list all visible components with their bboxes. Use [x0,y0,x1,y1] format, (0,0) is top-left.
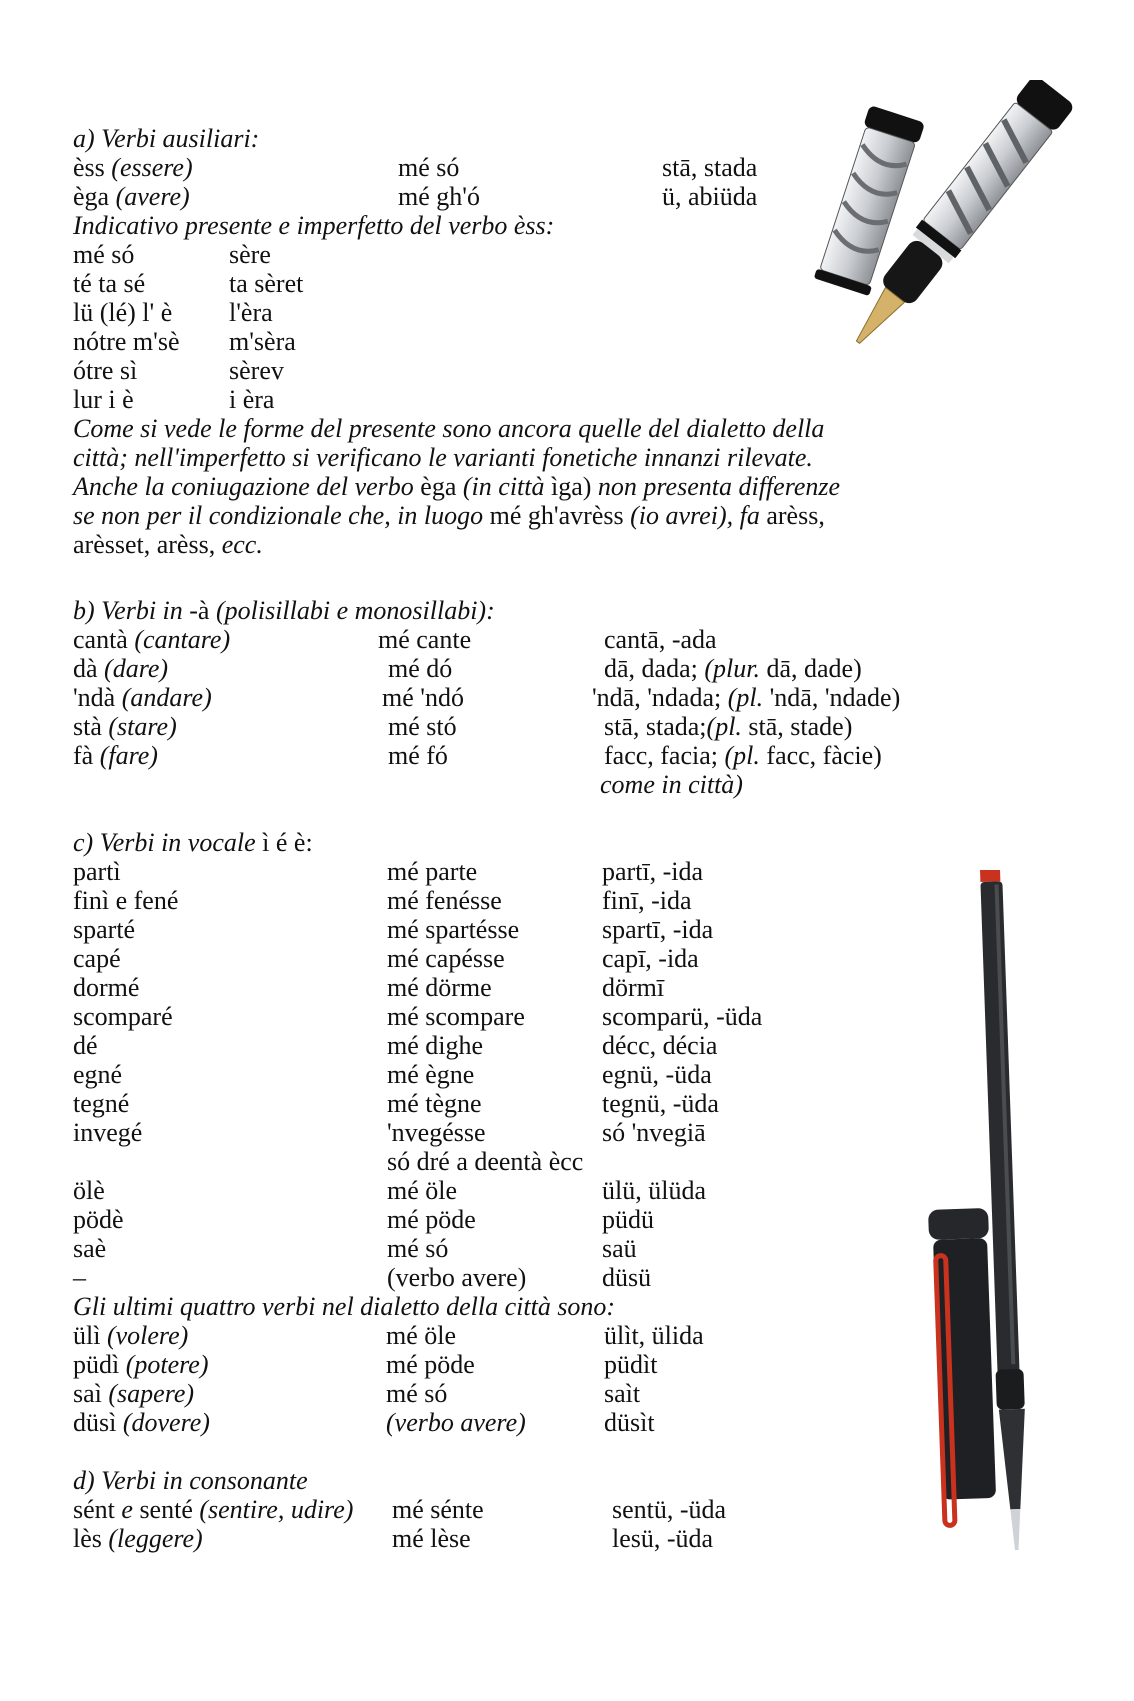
table-cell: (verbo avere) [386,1408,526,1437]
table-cell: – [73,1263,86,1292]
table-cell: mé 'ndó [382,683,464,712]
table-cell: partì [73,857,121,886]
note-line: Anche la coniugazione del verbo èga (in città ìga) non presenta differenze [73,472,841,501]
table-cell: ülì (volere) [73,1321,189,1350]
table-cell: mé öle [387,1176,458,1205]
table-cell: stā, stada [662,153,758,182]
table-cell: mé sénte [392,1495,484,1524]
table-cell: mé pöde [386,1350,475,1379]
table-cell: mé spartésse [387,915,520,944]
table-cell: invegé [73,1118,143,1147]
table-cell: cantā, -ada [604,625,717,654]
section-b-tail: come in città) [600,770,743,799]
table-cell: mé dó [388,654,453,683]
conj-imperfect: sère [229,240,271,269]
table-cell: mé pöde [387,1205,476,1234]
table-cell: capé [73,944,121,973]
conj-present: té ta sé [73,269,146,298]
black-fountain-pen-icon [900,870,1100,1550]
table-cell: lesü, -üda [612,1524,714,1553]
table-cell: sentü, -üda [612,1495,727,1524]
table-cell: capī, -ida [602,944,699,973]
table-cell: tegnü, -üda [602,1089,719,1118]
table-cell: lès (leggere) [73,1524,203,1553]
table-cell: 'ndā, 'ndada; (pl. 'ndā, 'ndade) [592,683,901,712]
table-cell: só dré a deentà ècc [387,1147,584,1176]
table-cell: dörmī [602,973,665,1002]
conj-present: lü (lé) l' è [73,298,173,327]
table-cell: mé öle [386,1321,457,1350]
table-cell: décc, décia [602,1031,718,1060]
conj-present: lur i è [73,385,134,414]
table-cell: cantà (cantare) [73,625,231,654]
section-a-subheading: Indicativo presente e imperfetto del verbo èss: [73,211,555,240]
table-cell: spartī, -ida [602,915,714,944]
table-cell: dā, dada; (plur. dā, dade) [604,654,862,683]
table-cell: scomparü, -üda [602,1002,763,1031]
table-cell: só 'nvegiā [602,1118,706,1147]
section-d-heading: d) Verbi in consonante [73,1466,308,1495]
table-cell: mé dörme [387,973,492,1002]
table-cell: sparté [73,915,136,944]
table-cell: sént e senté (sentire, udire) [73,1495,354,1524]
section-b-heading: b) Verbi in -à (polisillabi e monosillabi): [73,596,495,625]
table-cell: mé parte [387,857,478,886]
table-cell: èga (avere) [73,182,190,211]
table-cell: mé só [398,153,460,182]
table-cell: stā, stada;(pl. stā, stade) [604,712,853,741]
table-cell: mé cante [378,625,472,654]
table-cell: saìt [604,1379,641,1408]
table-cell: 'ndà (andare) [73,683,212,712]
table-cell: egnü, -üda [602,1060,712,1089]
conj-present: mé só [73,240,135,269]
table-cell: finī, -ida [602,886,692,915]
table-cell: mé só [387,1234,449,1263]
conj-imperfect: i èra [229,385,275,414]
table-cell: mé dighe [387,1031,484,1060]
silver-fountain-pen-icon [810,80,1110,400]
table-cell: püdìt [604,1350,658,1379]
conj-imperfect: l'èra [229,298,273,327]
conj-imperfect: ta sèret [229,269,304,298]
table-cell: dé [73,1031,98,1060]
conj-present: nótre m'sè [73,327,180,356]
note-line: Come si vede le forme del presente sono ancora quelle del dialetto della [73,414,825,443]
table-cell: fà (fare) [73,741,158,770]
table-cell: mé lèse [392,1524,471,1553]
note-line: città; nell'imperfetto si verificano le varianti fonetiche innanzi rilevate. [73,443,813,472]
table-cell: püdì (potere) [73,1350,209,1379]
table-cell: mé fenésse [387,886,502,915]
note-line: arèsset, arèss, ecc. [73,530,263,559]
conj-present: ótre sì [73,356,138,385]
table-cell: mé ègne [387,1060,475,1089]
table-cell: stà (stare) [73,712,177,741]
section-a-heading: a) Verbi ausiliari: [73,124,260,153]
table-cell: egné [73,1060,123,1089]
table-cell: dormé [73,973,140,1002]
table-cell: mé fó [388,741,448,770]
table-cell: ölè [73,1176,105,1205]
table-cell: mé capésse [387,944,505,973]
table-cell: 'nvegésse [387,1118,486,1147]
table-cell: püdü [602,1205,654,1234]
table-cell: finì e fené [73,886,179,915]
table-cell: èss (essere) [73,153,193,182]
table-cell: mé scompare [387,1002,525,1031]
table-cell: mé tègne [387,1089,482,1118]
table-cell: mé gh'ó [398,182,480,211]
table-cell: partī, -ida [602,857,704,886]
section-c-subheading: Gli ultimi quattro verbi nel dialetto della città sono: [73,1292,616,1321]
table-cell: dà (dare) [73,654,169,683]
conj-imperfect: m'sèra [229,327,296,356]
table-cell: ülìt, ülida [604,1321,704,1350]
table-cell: pödè [73,1205,124,1234]
conj-imperfect: sèrev [229,356,284,385]
table-cell: düsü [602,1263,652,1292]
table-cell: saü [602,1234,637,1263]
table-cell: mé só [386,1379,448,1408]
table-cell: tegné [73,1089,130,1118]
table-cell: düsì (dovere) [73,1408,210,1437]
note-line: se non per il condizionale che, in luogo mé gh'avrèss (io avrei), fa arèss, [73,501,825,530]
table-cell: saì (sapere) [73,1379,195,1408]
table-cell: ülü, ülüda [602,1176,706,1205]
table-cell: mé stó [388,712,457,741]
table-cell: facc, facia; (pl. facc, fàcie) [604,741,882,770]
table-cell: (verbo avere) [387,1263,527,1292]
table-cell: scomparé [73,1002,173,1031]
section-c-heading: c) Verbi in vocale ì é è: [73,828,313,857]
table-cell: ü, abiüda [662,182,758,211]
table-cell: düsìt [604,1408,655,1437]
table-cell: saè [73,1234,107,1263]
